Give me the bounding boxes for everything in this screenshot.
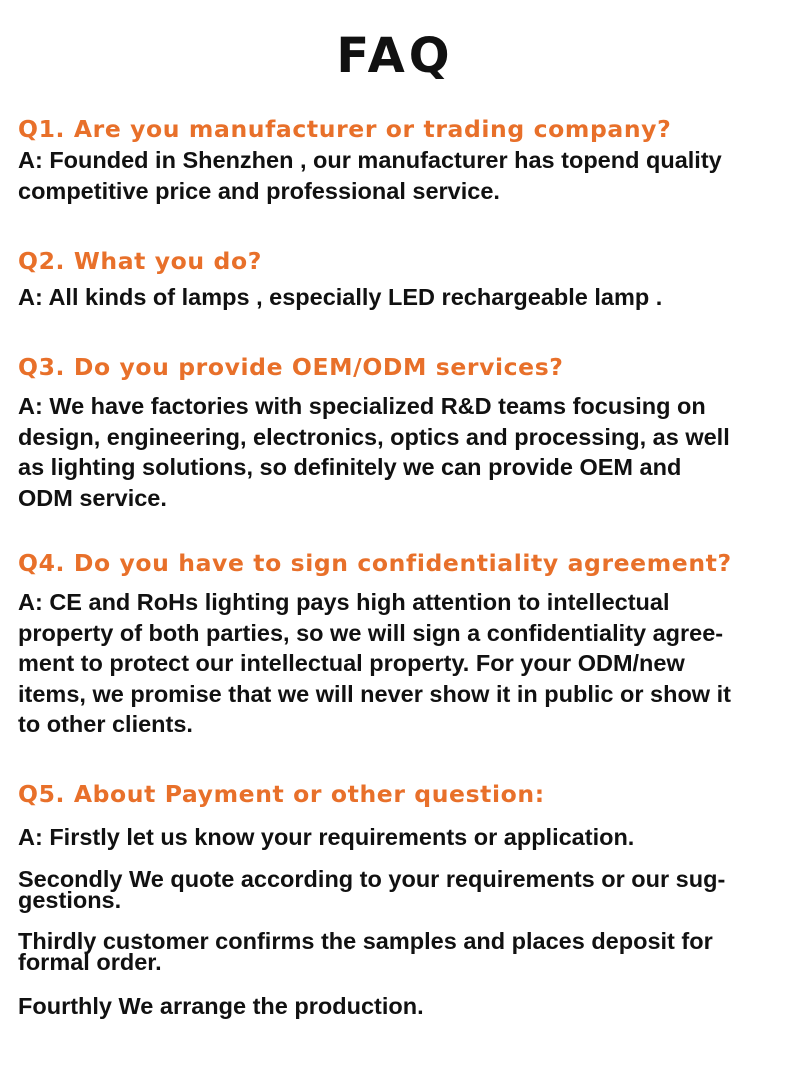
faq-item-3 [18, 352, 780, 513]
answer-line: to other clients. [18, 711, 193, 737]
answer-paragraph-2 [18, 866, 780, 913]
answer-line: design, engineering, electronics, optics and processing, as well [18, 423, 730, 450]
faq-question: Q5. About Payment or other question: [18, 780, 545, 808]
faq-answer [18, 587, 780, 740]
answer-line: competitive price and professional service. [18, 177, 500, 204]
faq-answer [18, 282, 780, 313]
answer-line: items, we promise that we will never show it in public or show it [18, 680, 731, 707]
answer-line: A: We have factories with specialized R&D teams focusing on [18, 393, 706, 419]
faq-answer [18, 145, 780, 206]
faq-item-1 [18, 114, 780, 206]
answer-line: A: Firstly let us know your requirements or application. [18, 824, 635, 850]
answer-line: property of both parties, so we will sign a confidentiality agree- [18, 619, 724, 646]
page-title: FAQ [336, 28, 454, 84]
faq-item-5 [18, 779, 780, 1021]
answer-line: Secondly We quote according to your requirements or our sug- [18, 866, 726, 892]
faq-question: Q3. Do you provide OEM/ODM services? [18, 353, 564, 381]
faq-question: Q1. Are you manufacturer or trading company? [18, 115, 672, 143]
faq-answer [18, 391, 780, 513]
answer-line: Thirdly customer confirms the samples and places deposit for [18, 928, 713, 954]
answer-paragraph-4 [18, 991, 780, 1021]
faq-item-4 [18, 548, 780, 740]
answer-line: formal order. [18, 949, 162, 975]
answer-line: as lighting solutions, so definitely we can provide OEM and [18, 454, 682, 480]
answer-line: ODM service. [18, 484, 167, 511]
answer-paragraph-3 [18, 928, 780, 975]
answer-line: Fourthly We arrange the production. [18, 993, 424, 1019]
answer-line: A: CE and RoHs lighting pays high attention to intellectual [18, 589, 670, 615]
faq-question: Q4. Do you have to sign confidentiality agreement? [18, 549, 732, 577]
answer-line: A: All kinds of lamps , especially LED rechargeable lamp . [18, 284, 663, 310]
answer-line: gestions. [18, 887, 122, 913]
faq-item-2 [18, 246, 780, 313]
answer-paragraph-1 [18, 822, 780, 852]
faq-question: Q2. What you do? [18, 247, 262, 275]
answer-line: ment to protect our intellectual property. For your ODM/new [18, 650, 685, 676]
answer-line: A: Founded in Shenzhen , our manufacturer has topend quality [18, 147, 722, 173]
